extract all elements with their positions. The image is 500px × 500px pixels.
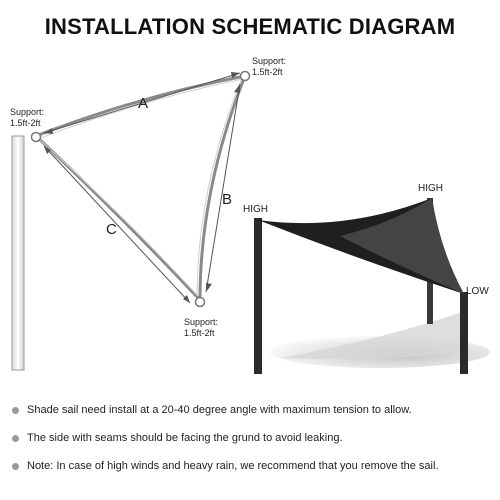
- bullet-icon: [12, 407, 19, 414]
- support-size-bottom: 1.5ft-2ft: [184, 328, 215, 338]
- note-item: [12, 458, 494, 474]
- side-c-line: [36, 136, 200, 300]
- label-high-right: HIGH: [418, 183, 443, 194]
- side-label-c: C: [106, 221, 117, 238]
- page-title: INSTALLATION SCHEMATIC DIAGRAM: [44, 14, 456, 39]
- installation-notes: [12, 402, 494, 486]
- note-item: [12, 430, 494, 446]
- corner-ring-bottom: [196, 298, 205, 307]
- support-label-top: Support:: [252, 56, 287, 66]
- side-label-a: A: [138, 95, 149, 112]
- post-left: [254, 218, 262, 374]
- corner-ring-left: [32, 133, 41, 142]
- bullet-icon: [12, 463, 19, 470]
- side-b-line-inner: [197, 80, 241, 298]
- support-label-left: Support:: [10, 107, 45, 117]
- post-right: [460, 292, 468, 374]
- label-low: LOW: [466, 286, 489, 297]
- dimension-arrow-c: [44, 146, 190, 303]
- side-label-b: B: [222, 191, 233, 208]
- note-text: Note: In case of high winds and heavy rain, we recommend that you remove the sail.: [27, 460, 439, 472]
- bullet-icon: [12, 435, 19, 442]
- support-pole: [12, 136, 24, 370]
- note-text: The side with seams should be facing the grund to avoid leaking.: [27, 432, 343, 444]
- support-size-top: 1.5ft-2ft: [252, 67, 283, 77]
- note-item: [12, 402, 494, 418]
- support-size-left: 1.5ft-2ft: [10, 118, 41, 128]
- corner-ring-top: [241, 72, 250, 81]
- note-text: Shade sail need install at a 20-40 degree angle with maximum tension to allow.: [27, 404, 412, 416]
- label-high-left: HIGH: [243, 204, 268, 215]
- support-label-bottom: Support:: [184, 317, 219, 327]
